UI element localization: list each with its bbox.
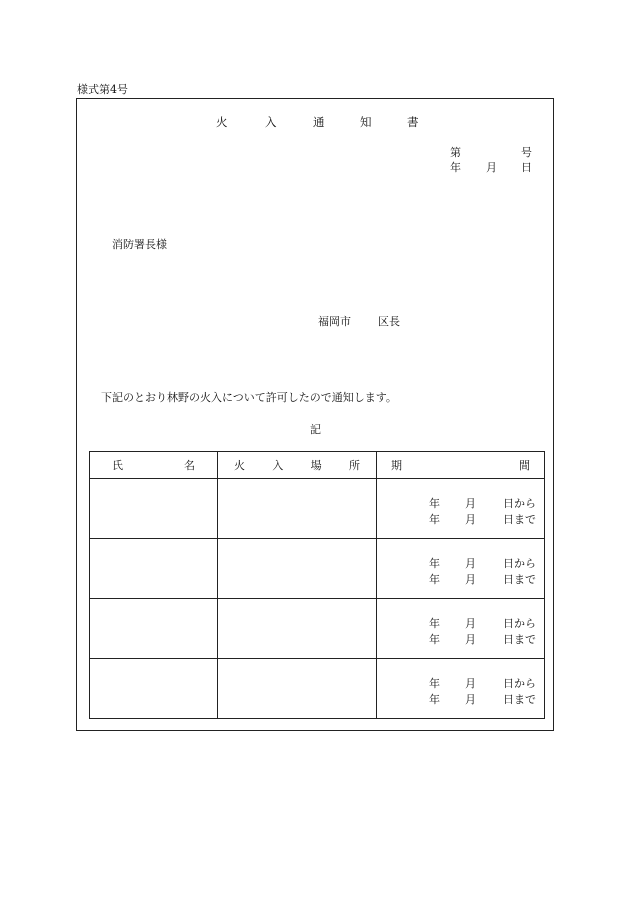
form-number-label: 様式第4号: [77, 83, 128, 96]
name-cell[interactable]: [90, 659, 218, 719]
title-char-2: 入: [265, 115, 277, 129]
title-char-1: 火: [216, 115, 228, 129]
period-to: [429, 511, 539, 527]
header-name-char: 氏: [112, 459, 123, 472]
name-cell[interactable]: [90, 479, 218, 539]
to-year: 年: [429, 633, 440, 646]
place-cell[interactable]: [218, 539, 377, 599]
period-from: [429, 615, 539, 631]
to-year: 年: [429, 513, 440, 526]
header-name: [90, 452, 218, 479]
to-day: 日まで: [503, 693, 536, 706]
header-period-char: 間: [519, 459, 530, 472]
period-cell[interactable]: [377, 659, 545, 719]
to-year: 年: [429, 573, 440, 586]
from-month: 月: [465, 557, 476, 570]
place-cell[interactable]: [218, 659, 377, 719]
to-month: 月: [465, 693, 476, 706]
period-to: [429, 691, 539, 707]
sender-city: 福岡市: [318, 315, 351, 328]
from-day: 日から: [503, 677, 536, 690]
period-cell[interactable]: [377, 599, 545, 659]
from-year: 年: [429, 497, 440, 510]
header-place-char: 所: [348, 459, 360, 472]
place-cell[interactable]: [218, 479, 377, 539]
date-day-label: 日: [521, 161, 532, 174]
header-name-char: 名: [184, 459, 195, 472]
title-char-4: 知: [360, 115, 372, 129]
to-day: 日まで: [503, 573, 536, 586]
period-to: [429, 631, 539, 647]
header-period-char: 期: [391, 459, 402, 472]
header-period: [377, 452, 545, 479]
place-cell[interactable]: [218, 599, 377, 659]
body-text: 下記のとおり林野の火入について許可したので通知します。: [101, 391, 397, 404]
period-to: [429, 571, 539, 587]
sender-ward: 区長: [378, 315, 400, 328]
table-row: [90, 599, 545, 659]
table-row: [90, 659, 545, 719]
to-month: 月: [465, 573, 476, 586]
date-month-label: 月: [486, 161, 497, 174]
from-year: 年: [429, 617, 440, 630]
from-month: 月: [465, 497, 476, 510]
period-cell[interactable]: [377, 539, 545, 599]
doc-number-suffix: 号: [521, 146, 532, 159]
header-place-char: 火: [234, 459, 245, 472]
header-place-char: 入: [272, 459, 284, 472]
title-char-3: 通: [313, 115, 325, 129]
period-from: [429, 555, 539, 571]
to-day: 日まで: [503, 633, 536, 646]
addressee: 消防署長様: [112, 238, 167, 251]
date-year-label: 年: [450, 161, 461, 174]
table-header-row: [90, 452, 545, 479]
from-day: 日から: [503, 617, 536, 630]
from-year: 年: [429, 677, 440, 690]
to-day: 日まで: [503, 513, 536, 526]
to-month: 月: [465, 633, 476, 646]
from-day: 日から: [503, 497, 536, 510]
to-year: 年: [429, 693, 440, 706]
period-cell[interactable]: [377, 479, 545, 539]
from-month: 月: [465, 617, 476, 630]
from-year: 年: [429, 557, 440, 570]
from-month: 月: [465, 677, 476, 690]
period-from: [429, 675, 539, 691]
name-cell[interactable]: [90, 539, 218, 599]
to-month: 月: [465, 513, 476, 526]
name-cell[interactable]: [90, 599, 218, 659]
doc-number-prefix: 第: [450, 146, 461, 159]
header-place-char: 場: [310, 459, 322, 472]
title-char-5: 書: [407, 115, 419, 129]
period-from: [429, 495, 539, 511]
fire-permit-table: [89, 451, 545, 719]
from-day: 日から: [503, 557, 536, 570]
table-row: [90, 479, 545, 539]
ki-label: 記: [310, 423, 321, 436]
header-place: [218, 452, 377, 479]
table-row: [90, 539, 545, 599]
